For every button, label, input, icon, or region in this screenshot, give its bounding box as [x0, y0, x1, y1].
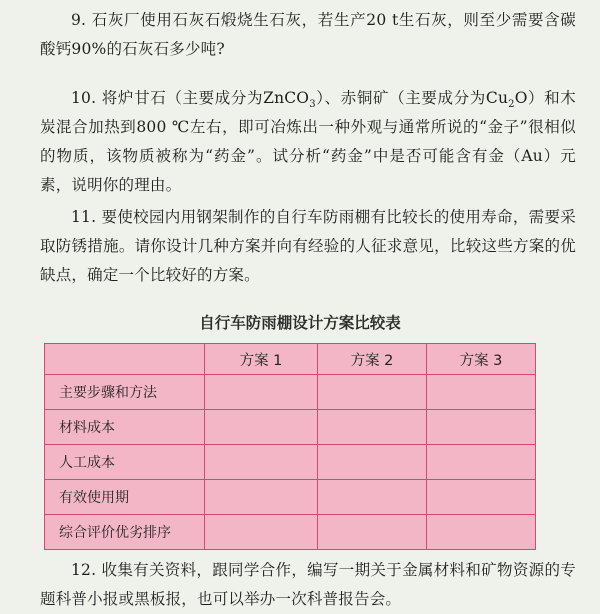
row-label: 主要步骤和方法 [45, 375, 205, 410]
question-10 [40, 84, 576, 200]
row-label: 人工成本 [45, 445, 205, 480]
table-row [45, 515, 536, 550]
table-cell [205, 375, 318, 410]
header-cell-plan-1: 方案 1 [205, 344, 318, 375]
table-cell [318, 480, 427, 515]
question-9 [40, 6, 576, 64]
header-cell-plan-3: 方案 3 [427, 344, 536, 375]
question-12-text: 12. 收集有关资料，跟同学合作，编写一期关于金属材料和矿物资源的专题科普小报或黑板报，也可以举办一次科普报告会。 [40, 561, 576, 608]
question-10-part3: O）和木炭混合加热到800 ℃左右，即可冶炼出一种外观与通常所说的“金子”很相似的物质，该物质被称为“药金”。试分析“药金”中是否可能含有金（Au）元素，说明你的理由。 [40, 89, 576, 194]
table-cell [318, 445, 427, 480]
question-11-text: 11. 要使校园内用钢架制作的自行车防雨棚有比较长的使用寿命，需要采取防锈措施。请你设计几种方案并向有经验的人征求意见，比较这些方案的优缺点，确定一个比较好的方案。 [40, 208, 576, 284]
table-cell [205, 480, 318, 515]
table-cell [427, 410, 536, 445]
question-12 [40, 556, 576, 614]
table-cell [427, 375, 536, 410]
question-9-text: 9. 石灰厂使用石灰石煅烧生石灰，若生产20 t生石灰，则至少需要含碳酸钙90%的石灰石多少吨? [40, 11, 576, 58]
header-cell-plan-2: 方案 2 [318, 344, 427, 375]
table-header-row [45, 344, 536, 375]
table-cell [427, 515, 536, 550]
table-row [45, 480, 536, 515]
row-label: 综合评价优劣排序 [45, 515, 205, 550]
table-cell [205, 445, 318, 480]
table-row [45, 410, 536, 445]
table-row [45, 445, 536, 480]
comparison-table [44, 343, 536, 550]
table-cell [318, 515, 427, 550]
header-cell-blank [45, 344, 205, 375]
question-11 [40, 203, 576, 290]
question-10-sub1: 3 [309, 99, 316, 111]
table-cell [427, 445, 536, 480]
question-10-sub2: 2 [508, 99, 515, 111]
table-row [45, 375, 536, 410]
table-title: 自行车防雨棚设计方案比较表 [199, 314, 401, 332]
table-cell [318, 375, 427, 410]
table-cell [205, 410, 318, 445]
question-10-text [40, 84, 576, 200]
table-cell [205, 515, 318, 550]
row-label: 有效使用期 [45, 480, 205, 515]
row-label: 材料成本 [45, 410, 205, 445]
table-cell [318, 410, 427, 445]
table-cell [427, 480, 536, 515]
question-10-part1: 10. 将炉甘石（主要成分为ZnCO [71, 89, 310, 107]
question-10-part2: ）、赤铜矿（主要成分为Cu [315, 89, 509, 107]
